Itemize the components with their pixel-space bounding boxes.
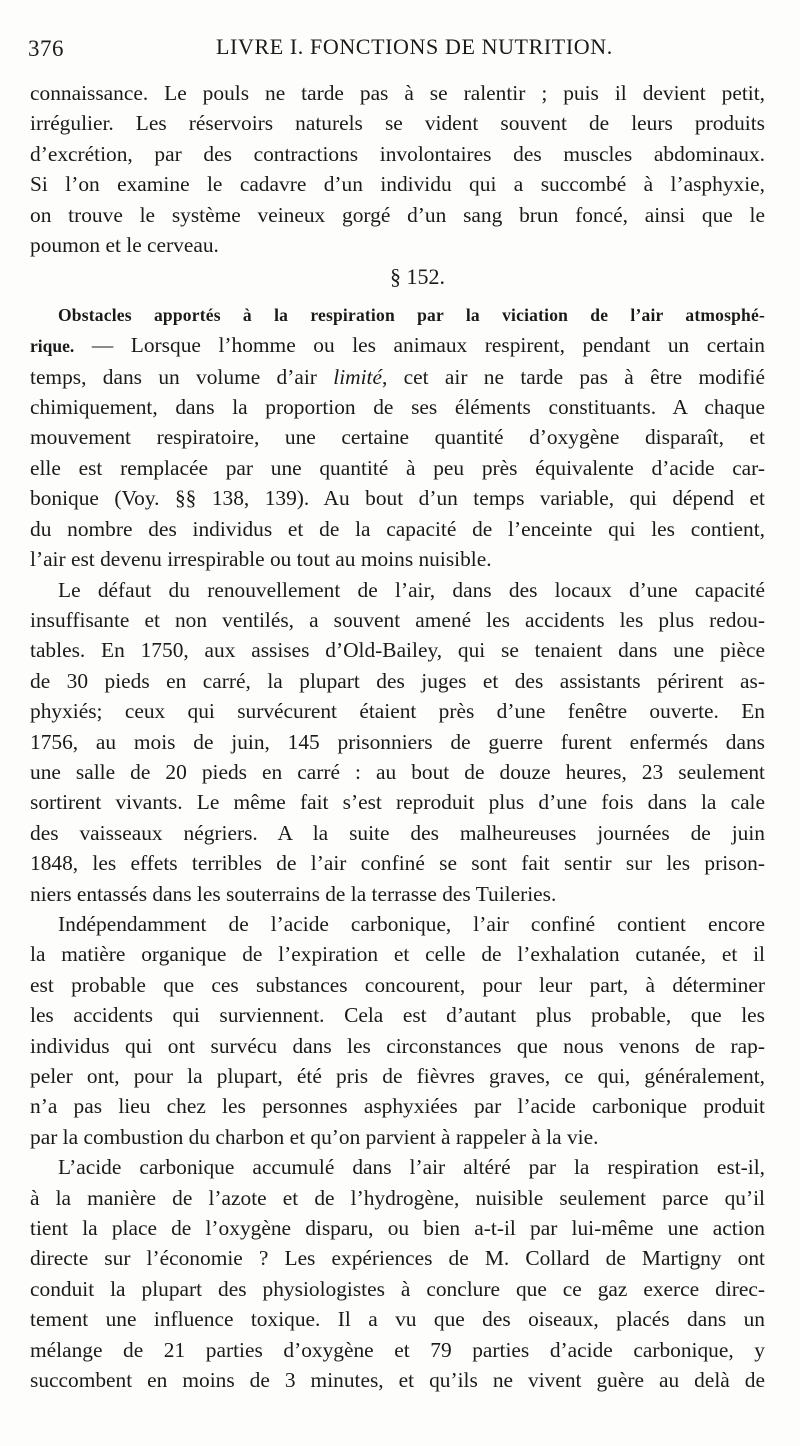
text-line: la matière organique de l’expiration et celle de l’exhalation cutanée, et il <box>30 942 765 967</box>
text-line: bonique (Voy. §§ 138, 139). Au bout d’un temps variable, qui dépend et <box>30 486 765 511</box>
section-title-end: rique. <box>30 336 75 357</box>
page-header <box>28 36 760 70</box>
text-fragment: , cet air ne tarde pas à être modifié <box>381 364 765 389</box>
text-line: 1756, au mois de juin, 145 prisonniers de guerre furent enfermés dans <box>30 729 765 754</box>
text-line: individus qui ont survécu dans les circonstances que nous venons de rap- <box>30 1033 765 1058</box>
page-number: 376 <box>28 36 64 61</box>
text-line: par la combustion du charbon et qu’on parvient à rappeler à la vie. <box>30 1124 599 1149</box>
text-line: tient la place de l’oxygène disparu, ou bien a-t-il par lui-même une action <box>30 1216 765 1241</box>
text-line: succombent en moins de 3 minutes, et qu’ils ne vivent guère au delà de <box>30 1368 765 1393</box>
text-line: du nombre des individus et de la capacité de l’enceinte qui les contient, <box>30 516 765 541</box>
text-line: on trouve le système veineux gorgé d’un sang brun foncé, ainsi que le <box>30 202 765 227</box>
text-line: 1848, les effets terribles de l’air confiné se sont fait sentir sur les prison- <box>30 851 765 876</box>
text-line <box>30 362 765 392</box>
text-line: sortirent vivants. Le même fait s’est reproduit plus d’une fois dans la cale <box>30 790 765 815</box>
text-line: tement une influence toxique. Il a vu que des oiseaux, placés dans un <box>30 1307 765 1332</box>
text-line: est probable que ces substances concourent, pour leur part, à déterminer <box>30 972 765 997</box>
text-line: poumon et le cerveau. <box>30 233 219 258</box>
section-paragraph <box>30 299 765 575</box>
section-title-line <box>30 299 765 330</box>
text-line: phyxiés; ceux qui survécurent étaient près d’une fenêtre ouverte. En <box>30 699 765 724</box>
running-title: LIVRE I. FONCTIONS DE NUTRITION. <box>216 34 613 59</box>
text-line: L’acide carbonique accumulé dans l’air altéré par la respiration est-il, <box>58 1155 765 1180</box>
text-line: niers entassés dans les souterrains de la terrasse des Tuileries. <box>30 881 557 906</box>
text-line: Indépendamment de l’acide carbonique, l’air confiné contient encore <box>58 911 765 936</box>
text-line: Si l’on examine le cadavre d’un individu qui a succombé à l’asphyxie, <box>30 172 765 197</box>
text-line: une salle de 20 pieds en carré : au bout de douze heures, 23 seulement <box>30 759 765 784</box>
text-line: mouvement respiratoire, une certaine quantité d’oxygène disparaît, et <box>30 425 765 450</box>
text-line: les accidents qui surviennent. Cela est d’autant plus probable, que les <box>30 1003 765 1028</box>
section-number: § 152. <box>390 264 445 290</box>
text-fragment: temps, dans un volume d’air <box>30 364 334 389</box>
paragraph <box>30 909 765 1152</box>
text-line: insuffisante et non ventilés, a souvent amené les accidents les plus redou- <box>30 607 765 632</box>
text-line <box>30 330 765 361</box>
text-line: l’air est devenu irrespirable ou tout au moins nuisible. <box>30 547 492 572</box>
section-title: Obstacles apportés à la respiration par la viciation de l’air atmosphé- <box>58 304 765 325</box>
text-line: d’excrétion, par des contractions involontaires des muscles abdominaux. <box>30 141 765 166</box>
text-line: des vaisseaux négriers. A la suite des malheureuses journées de juin <box>30 820 765 845</box>
text-line: Le défaut du renouvellement de l’air, dans des locaux d’une capacité <box>58 577 765 602</box>
text-line: irrégulier. Les réservoirs naturels se vident souvent de leurs produits <box>30 111 765 136</box>
text-line: directe sur l’économie ? Les expériences de M. Collard de Martigny ont <box>30 1246 765 1271</box>
page-body <box>30 78 765 1395</box>
paragraph-continuation <box>30 78 765 260</box>
paragraph <box>30 575 765 909</box>
text-line: peler ont, pour la plupart, été pris de fièvres graves, ce qui, généralement, <box>30 1064 765 1088</box>
text-line: tables. En 1750, aux assises d’Old-Bailey, qui se tenaient dans une pièce <box>30 638 765 663</box>
text-line: chimiquement, dans la proportion de ses éléments constituants. A chaque <box>30 395 765 420</box>
text-fragment: — Lorsque l’homme ou les animaux respirent, pendant un certain <box>74 333 765 358</box>
text-line: à la manière de l’azote et de l’hydrogène, nuisible seulement parce qu’il <box>30 1185 765 1210</box>
text-line: connaissance. Le pouls ne tarde pas à se ralentir ; puis il devient petit, <box>30 81 765 105</box>
emphasis-word: limité <box>333 364 382 389</box>
text-line: mélange de 21 parties d’oxygène et 79 parties d’acide carbonique, y <box>30 1337 765 1362</box>
text-line: conduit la plupart des physiologistes à conclure que ce gaz exerce direc- <box>30 1276 765 1301</box>
text-line: n’a pas lieu chez les personnes asphyxiées par l’acide carbonique produit <box>30 1094 765 1119</box>
text-line: de 30 pieds en carré, la plupart des juges et des assistants périrent as- <box>30 668 765 693</box>
text-line: elle est remplacée par une quantité à peu près équivalente d’acide car- <box>30 455 765 480</box>
paragraph <box>30 1152 765 1395</box>
